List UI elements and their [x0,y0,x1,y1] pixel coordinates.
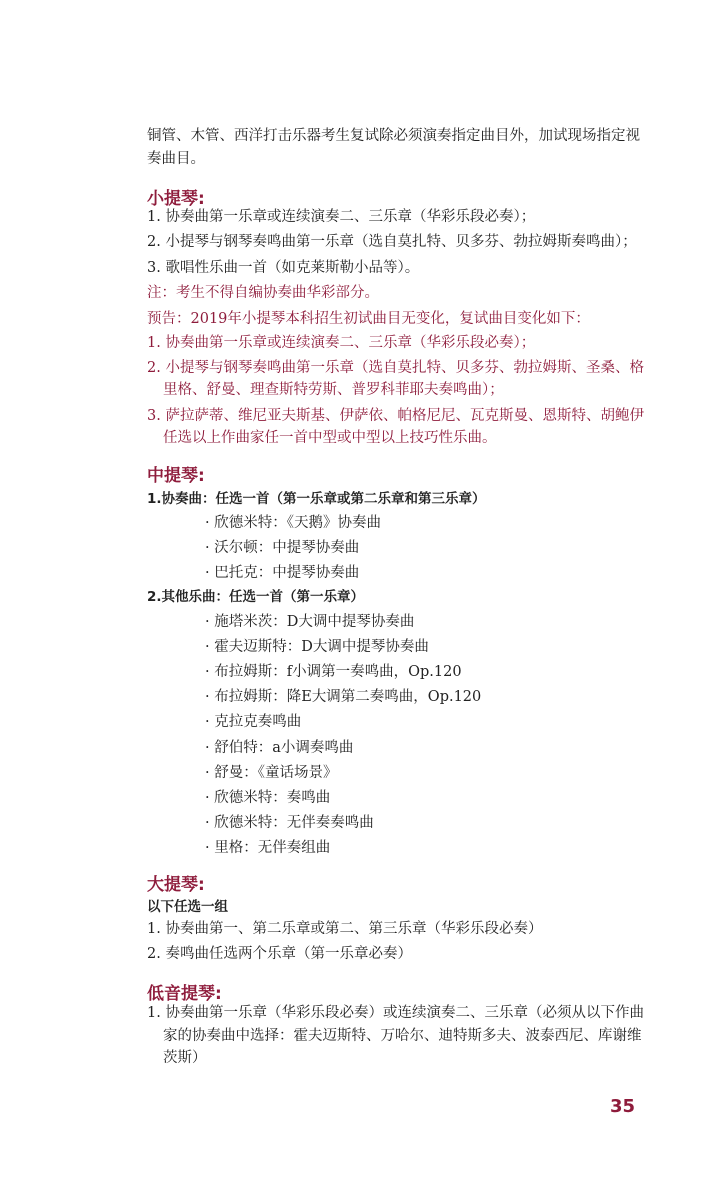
violin-new-item-2-line-2: 里格、舒曼、理查斯特劳斯、普罗科菲耶夫奏鸣曲）； [163,382,504,398]
viola-concerto-subheading: 1.协奏曲：任选一首（第一乐章或第二乐章和第三乐章） [147,491,486,507]
double-bass-item-1-line-3: 茨斯） [163,1050,207,1066]
viola-concerto-item: · 沃尔顿：中提琴协奏曲 [205,540,360,556]
violin-note: 注：考生不得自编协奏曲华彩部分。 [147,285,379,301]
viola-other-subheading: 2.其他乐曲：任选一首（第一乐章） [147,589,365,605]
violin-item-2: 2. 小提琴与钢琴奏鸣曲第一乐章（选自莫扎特、贝多芬、勃拉姆斯奏鸣曲）； [147,234,637,250]
cello-item-1: 1. 协奏曲第一、第二乐章或第二、第三乐章（华彩乐段必奏） [147,921,543,937]
violin-notice: 预告：2019年小提琴本科招生初试曲目无变化，复试曲目变化如下： [147,311,590,327]
violin-item-3: 3. 歌唱性乐曲一首（如克莱斯勒小品等）。 [147,260,420,276]
viola-heading: 中提琴: [147,466,205,486]
cello-heading: 大提琴: [147,875,205,895]
violin-new-item-2-line-1: 2. 小提琴与钢琴奏鸣曲第一乐章（选自莫扎特、贝多芬、勃拉姆斯、圣桑、格 [147,360,644,376]
violin-item-1: 1. 协奏曲第一乐章或连续演奏二、三乐章（华彩乐段必奏）； [147,209,536,225]
viola-other-item: · 布拉姆斯：f小调第一奏鸣曲，Op.120 [205,664,462,680]
viola-concerto-item: · 巴托克：中提琴协奏曲 [205,565,360,581]
cello-item-2: 2. 奏鸣曲任选两个乐章（第一乐章必奏） [147,946,412,962]
viola-other-item: · 舒曼：《童话场景》 [205,765,338,781]
cello-subheading: 以下任选一组 [147,899,228,915]
viola-other-item: · 欣德米特：奏鸣曲 [205,790,331,806]
viola-other-item: · 里格：无伴奏组曲 [205,840,331,856]
page-number: 35 [610,1096,636,1117]
double-bass-item-1-line-2: 家的协奏曲中选择：霍夫迈斯特、万哈尔、迪特斯多夫、波泰西尼、库谢维 [163,1028,642,1044]
viola-other-item: · 舒伯特：a小调奏鸣曲 [205,740,354,756]
viola-other-item: · 布拉姆斯：降E大调第二奏鸣曲，Op.120 [205,689,482,705]
violin-new-item-1: 1. 协奏曲第一乐章或连续演奏二、三乐章（华彩乐段必奏）； [147,335,536,351]
viola-other-item: · 施塔米茨：D大调中提琴协奏曲 [205,614,415,630]
intro-line-2: 奏曲目。 [147,151,205,167]
viola-other-item: · 克拉克奏鸣曲 [205,714,302,730]
violin-new-item-3-line-2: 任选以上作曲家任一首中型或中型以上技巧性乐曲。 [163,430,497,446]
intro-line-1: 铜管、木管、西洋打击乐器考生复试除必须演奏指定曲目外，加试现场指定视 [147,128,640,144]
viola-other-item: · 欣德米特：无伴奏奏鸣曲 [205,815,374,831]
viola-concerto-item: · 欣德米特：《天鹅》协奏曲 [205,515,381,531]
viola-other-item: · 霍夫迈斯特：D大调中提琴协奏曲 [205,639,429,655]
double-bass-item-1-line-1: 1. 协奏曲第一乐章（华彩乐段必奏）或连续演奏二、三乐章（必须从以下作曲 [147,1005,644,1021]
violin-heading: 小提琴: [147,189,205,209]
double-bass-heading: 低音提琴: [147,984,222,1004]
violin-new-item-3-line-1: 3. 萨拉萨蒂、维尼亚夫斯基、伊萨依、帕格尼尼、瓦克斯曼、恩斯特、胡鲍伊 [147,408,644,424]
